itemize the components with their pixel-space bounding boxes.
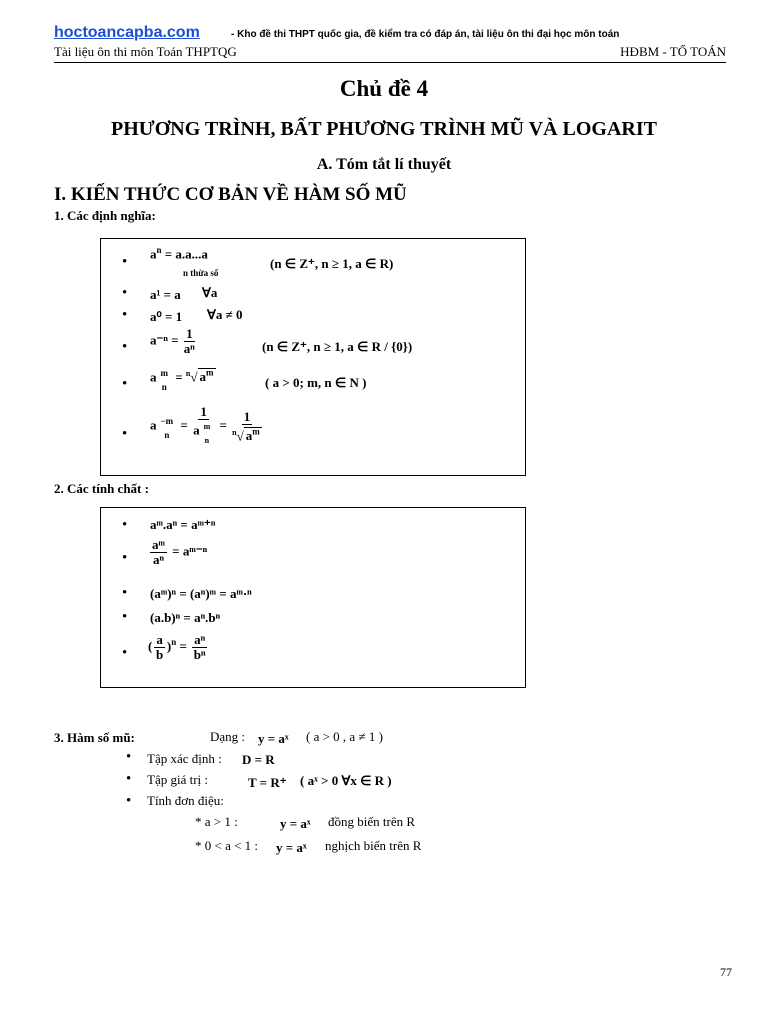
site-link[interactable]: hoctoancapba.com xyxy=(54,24,200,41)
prop-product: aᵐ.aⁿ = aᵐ⁺ⁿ xyxy=(150,517,216,532)
def-first-power: a¹ = a xyxy=(150,287,181,302)
def-negative-power: a⁻ⁿ = $\frac{1}{\text{aⁿ}}$ xyxy=(150,326,195,356)
definitions-heading: 1. Các định nghĩa: xyxy=(54,208,156,223)
section-heading: I. KIẾN THỨC CƠ BẢN VỀ HÀM SỐ MŨ xyxy=(54,184,407,205)
def-power-condition: (n ∈ Z⁺, n ≥ 1, a ∈ R) xyxy=(270,256,394,271)
bullet-icon: • xyxy=(126,793,132,809)
prop-power-of-quotient: ( $\frac{a}{b}$ )$^n$ = $\frac{\text{aⁿ}}{\text{bⁿ}}$ xyxy=(148,632,206,662)
page-number: 77 xyxy=(720,965,732,979)
bullet-icon: • xyxy=(122,550,128,566)
bullet-icon: • xyxy=(122,645,128,661)
def-negative-rational-power: a −m n = 1 a m n = $\frac{1}{^n√ a^m}$ xyxy=(150,404,260,445)
prop-power-of-product: (a.b)ⁿ = aⁿ.bⁿ xyxy=(150,610,221,625)
monotonic-label: Tính đơn điệu: xyxy=(147,793,224,808)
bullet-icon: • xyxy=(122,285,128,301)
domain-label: Tập xác định : xyxy=(147,751,222,766)
def-rational-power: a m n = $^n$√ $a^m$ xyxy=(150,368,214,392)
def-zero-power: a⁰ = 1 xyxy=(150,309,183,324)
bullet-icon: • xyxy=(126,771,132,787)
def-power: $a^n = a.a...a$ xyxy=(150,245,208,262)
def-zero-power-condition: ∀a ≠ 0 xyxy=(207,307,243,322)
range-value: T = R⁺ xyxy=(248,775,287,790)
case-decreasing-function: y = aˣ xyxy=(276,840,307,855)
header-divider xyxy=(54,62,726,63)
site-tagline: - Kho đề thi THPT quốc gia, đề kiểm tra có đáp án, tài liệu ôn thi đại học môn toán xyxy=(231,29,620,40)
range-label: Tập giá trị : xyxy=(147,772,209,787)
case-decreasing-text: nghịch biến trên R xyxy=(325,838,422,853)
bullet-icon: • xyxy=(122,307,128,323)
bullet-icon: • xyxy=(126,749,132,765)
header-left: Tài liệu ôn thi môn Toán THPTQG xyxy=(54,44,237,59)
bullet-icon: • xyxy=(122,254,128,270)
def-power-underbrace: n thừa số xyxy=(183,268,219,278)
form-condition: ( a > 0 , a ≠ 1 ) xyxy=(306,729,383,744)
prop-power-of-power: (aᵐ)ⁿ = (aⁿ)ᵐ = aᵐ·ⁿ xyxy=(150,586,252,601)
bullet-icon: • xyxy=(122,339,128,355)
bullet-icon: • xyxy=(122,426,128,442)
bullet-icon: • xyxy=(122,376,128,392)
def-rational-power-condition: ( a > 0; m, n ∈ N ) xyxy=(265,375,367,390)
case-increasing-condition: * a > 1 : xyxy=(195,814,238,829)
header-right: HĐBM - TỔ TOÁN xyxy=(620,44,726,59)
def-negative-power-condition: (n ∈ Z⁺, n ≥ 1, a ∈ R / {0}) xyxy=(262,339,413,354)
topic-title: PHƯƠNG TRÌNH, BẤT PHƯƠNG TRÌNH MŨ VÀ LOGARIT xyxy=(111,118,657,140)
exp-function-heading: 3. Hàm số mũ: xyxy=(54,730,135,745)
section-subtitle: A. Tóm tắt lí thuyết xyxy=(316,156,452,173)
def-first-power-condition: ∀a xyxy=(202,285,218,300)
bullet-icon: • xyxy=(122,585,128,601)
chapter-title: Chủ đề 4 xyxy=(339,76,429,101)
properties-heading: 2. Các tính chất : xyxy=(54,481,149,496)
prop-quotient: $\frac{\text{aᵐ}}{\text{aⁿ}}$ = aᵐ⁻ⁿ xyxy=(152,537,208,567)
form-label: Dạng : xyxy=(210,729,246,744)
domain-value: D = R xyxy=(242,752,275,767)
bullet-icon: • xyxy=(122,517,128,533)
case-decreasing-condition: * 0 < a < 1 : xyxy=(195,838,259,853)
case-increasing-text: đồng biến trên R xyxy=(328,814,416,829)
form-formula: y = aˣ xyxy=(258,731,289,746)
bullet-icon: • xyxy=(122,609,128,625)
case-increasing-function: y = aˣ xyxy=(280,816,311,831)
range-condition: ( aˣ > 0 ∀x ∈ R ) xyxy=(300,773,392,788)
